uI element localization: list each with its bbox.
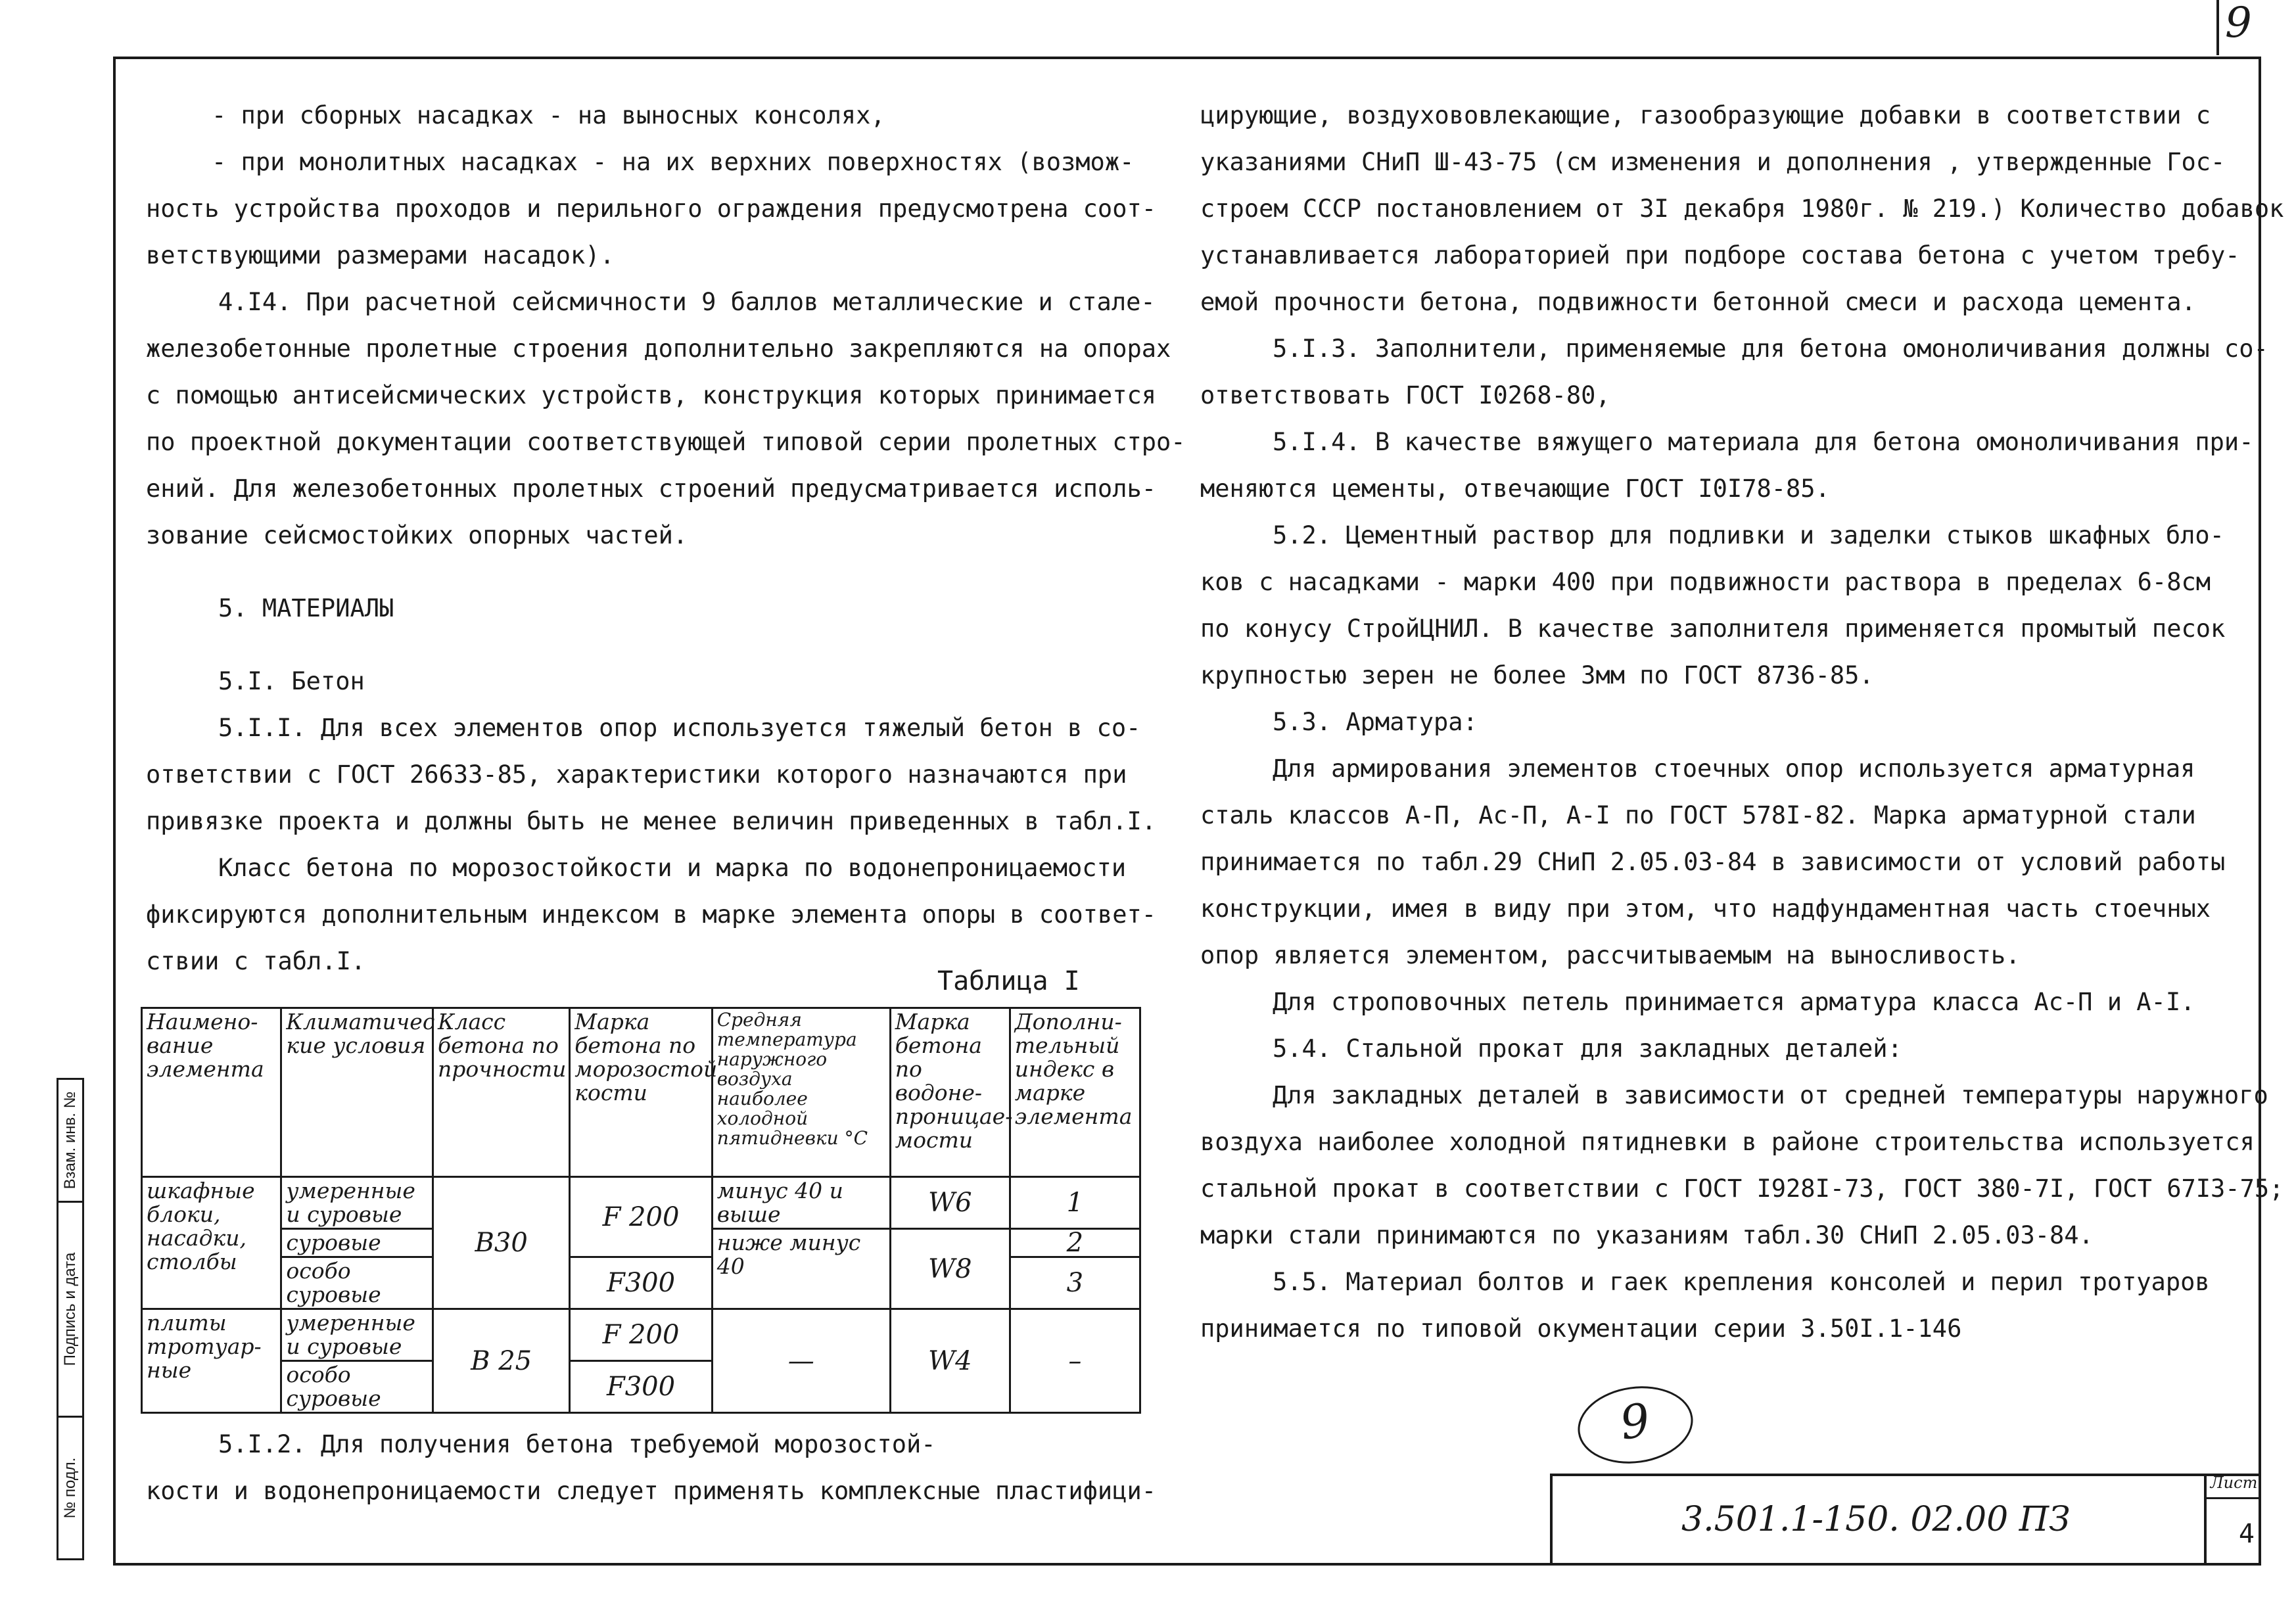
table-cell: — (712, 1309, 890, 1413)
document-code: 3.501.1-150. 02.00 ПЗ (1681, 1500, 2071, 1539)
left-column (146, 92, 1186, 985)
text-line: - при монолитных насадках - на их верхних поверхностях (возмож- (212, 148, 1135, 176)
text-line: 4.I4. При расчетной сейсмичности 9 баллов металлические и стале- (218, 288, 1156, 316)
header-cell: Дополни-тельный индекс в марке элемента (1010, 1008, 1140, 1177)
table-cell: F 200 (570, 1309, 712, 1361)
table-cell: F 200 (570, 1177, 712, 1257)
table-caption: Таблица I (937, 966, 1080, 996)
table-header-row (142, 1008, 1140, 1177)
text-line: 5.I.3. Заполнители, применяемые для бетона омоноличивания должны со- (1273, 335, 2268, 363)
stamp-label: № подл. (61, 1457, 79, 1519)
corner-tick (2216, 0, 2219, 55)
table-cell: шкафные блоки, насадки, столбы (142, 1177, 281, 1309)
text-line: ений. Для железобетонных пролетных строений предусматривается исполь- (146, 475, 1157, 503)
text-line: марки стали принимаются по указаниям табл.30 СНиП 2.05.03-84. (1200, 1221, 2094, 1249)
text-line: емой прочности бетона, подвижности бетонной смеси и расхода цемента. (1200, 288, 2196, 316)
text-line: Для закладных деталей в зависимости от средней температуры наружного (1273, 1081, 2268, 1109)
header-cell: Класс бетона по прочности (433, 1008, 569, 1177)
table-cell: – (1010, 1309, 1140, 1413)
text-line: 5.2. Цементный раствор для подливки и заделки стыков шкафных бло- (1273, 521, 2224, 549)
text-line: ствии с табл.I. (146, 947, 366, 975)
text-line: 5.I.I. Для всех элементов опор используется тяжелый бетон в со- (218, 714, 1141, 742)
table-cell: W8 (890, 1229, 1010, 1309)
text-line: 5.5. Материал болтов и гаек крепления консолей и перил тротуаров (1273, 1268, 2210, 1296)
text-line: железобетонные пролетные строения дополнительно закрепляются на опорах (146, 335, 1171, 363)
table-cell: особо суровые (281, 1361, 433, 1413)
table-cell: 1 (1010, 1177, 1140, 1229)
table-cell: 3 (1010, 1257, 1140, 1309)
text-line: ков с насадками - марки 400 при подвижности раствора в пределах 6-8см (1200, 568, 2211, 596)
text-line: строем СССР постановлением от 3I декабря 1980г. № 219.) Количество добавок (1200, 195, 2284, 223)
text-line: зование сейсмостойких опорных частей. (146, 521, 688, 549)
text-line: стальной прокат в соответствии с ГОСТ I928I-73, ГОСТ 380-7I, ГОСТ 67I3-75; (1200, 1174, 2284, 1203)
table-cell: F300 (570, 1257, 712, 1309)
text-line: конструкции, имея в виду при этом, что надфундаментная часть стоечных (1200, 894, 2211, 923)
table-cell: минус 40 и выше (712, 1177, 890, 1229)
margin-stamp (57, 1078, 84, 1564)
sheet-label: Лист (2207, 1474, 2261, 1499)
text-line: ответствии с ГОСТ 26633-85, характеристики которого назначаются при (146, 760, 1127, 789)
table-cell: 2 (1010, 1229, 1140, 1257)
text-line: - при сборных насадках - на выносных консолях, (212, 101, 885, 129)
text-line: крупностью зерен не более 3мм по ГОСТ 8736-85. (1200, 661, 1874, 689)
text-line: 5.I.4. В качестве вяжущего материала для бетона омоноличивания при- (1273, 428, 2254, 456)
header-cell: Климатичес кие условия (281, 1008, 433, 1177)
table-cell: плиты тротуар-ные (142, 1309, 281, 1413)
text-line: опор является элементом, рассчитываемым на выносливость. (1200, 941, 2021, 969)
text-line: сталь классов А-П, Ас-П, А-I по ГОСТ 578I-82. Марка арматурной стали (1200, 801, 2196, 829)
text-line: привязке проекта и должны быть не менее величин приведенных в табл.I. (146, 807, 1157, 835)
header-cell: Средняя температура наружного воздуха наиболее холодной пятидневки °С (712, 1008, 890, 1177)
text-line: ность устройства проходов и перильного ограждения предусмотрена соот- (146, 195, 1157, 223)
title-block (1550, 1474, 2261, 1566)
table-cell: В30 (433, 1177, 569, 1309)
stamp-cell (57, 1078, 84, 1203)
text-line: воздуха наиболее холодной пятидневки в районе строительства используется (1200, 1128, 2255, 1156)
text-line: 5.I.2. Для получения бетона требуемой морозостой- (218, 1430, 936, 1458)
table-cell: W6 (890, 1177, 1010, 1229)
text-line: ответствовать ГОСТ I0268-80, (1200, 381, 1610, 409)
table-cell: суровые (281, 1229, 433, 1257)
text-line: принимается по типовой окументации серии 3.50I.1-146 (1200, 1314, 1962, 1343)
sheet-number: 4 (2238, 1519, 2255, 1549)
text-line: устанавливается лабораторией при подборе состава бетона с учетом требу- (1200, 241, 2240, 269)
text-line: кости и водонепроницаемости следует применять комплексные пластифици- (146, 1477, 1157, 1505)
subsection-heading: 5.I. Бетон (218, 667, 365, 695)
text-line: Для армирования элементов стоечных опор используется арматурная (1273, 755, 2195, 783)
text-line: принимается по табл.29 СНиП 2.05.03-84 в зависимости от условий работы (1200, 848, 2226, 876)
text-line: с помощью антисейсмических устройств, конструкция которых принимается (146, 381, 1157, 409)
right-column (1200, 92, 2284, 1352)
text-line: Для строповочных петель принимается арматура класса Ас-П и А-I. (1273, 988, 2195, 1016)
stamp-label: Подпись и дата (61, 1252, 79, 1366)
header-cell: Марка бетона по водоне-проницае-мости (890, 1008, 1010, 1177)
table-cell: В 25 (433, 1309, 569, 1413)
stamp-label: Взам. инв. № (61, 1091, 79, 1190)
table-row (142, 1177, 1140, 1229)
left-column-bottom (146, 1421, 1157, 1514)
table-cell: W4 (890, 1309, 1010, 1413)
text-line: указаниями СНиП Ш-43-75 (см изменения и дополнения , утвержденные Гос- (1200, 148, 2226, 176)
stamp-cell (57, 1201, 84, 1418)
stamp-cell (57, 1416, 84, 1560)
materials-table (141, 1007, 1141, 1414)
sheet-box (2204, 1474, 2261, 1566)
subsection-heading: 5.3. Арматура: (1273, 708, 1478, 736)
section-heading: 5. МАТЕРИАЛЫ (218, 594, 394, 622)
table-cell: умеренные и суровые (281, 1309, 433, 1361)
table-cell: особо суровые (281, 1257, 433, 1309)
text-line: по проектной документации соответствующей типовой серии пролетных стро- (146, 428, 1186, 456)
text-line: Класс бетона по морозостойкости и марка по водонепроницаемости (218, 854, 1127, 882)
text-line: цирующие, воздухововлекающие, газообразующие добавки в соответствии с (1200, 101, 2211, 129)
subsection-heading: 5.4. Стальной прокат для закладных деталей: (1273, 1034, 1902, 1063)
text-line: ветствующими размерами насадок). (146, 241, 615, 269)
table-cell: ниже минус 40 (712, 1229, 890, 1309)
table-cell: умеренные и суровые (281, 1177, 433, 1229)
text-line: меняются цементы, отвечающие ГОСТ I0I78-85. (1200, 475, 1830, 503)
header-cell: Наимено-вание элемента (142, 1008, 281, 1177)
header-cell: Марка бетона по морозостой кости (570, 1008, 712, 1177)
circular-stamp: 9 (1573, 1379, 1698, 1470)
table-row (142, 1309, 1140, 1361)
text-line: по конусу СтройЦНИЛ. В качестве заполнителя применяется промытый песок (1200, 615, 2226, 643)
text-line: фиксируются дополнительным индексом в марке элемента опоры в соответ- (146, 900, 1157, 929)
table-cell: F300 (570, 1361, 712, 1413)
corner-sheet-number: 9 (2225, 0, 2252, 47)
